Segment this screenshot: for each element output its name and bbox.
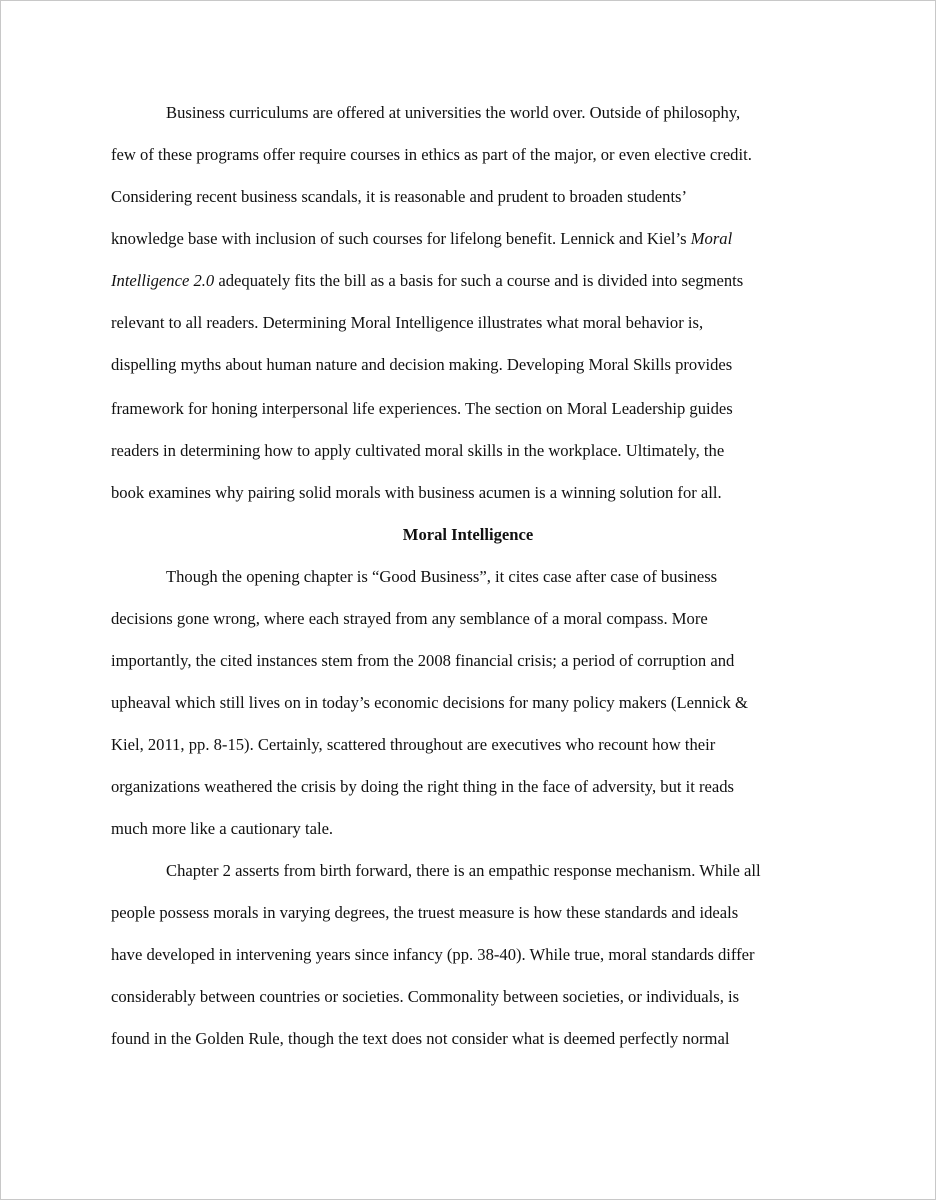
paragraph-3-line-5: found in the Golden Rule, though the text does not consider what is deemed perfectly normal bbox=[111, 1029, 730, 1048]
paragraph-1-line-4-text: knowledge base with inclusion of such courses for lifelong benefit. Lennick and Kiel’s bbox=[111, 229, 691, 248]
paragraph-2-line-4: upheaval which still lives on in today’s economic decisions for many policy makers (Lennick & bbox=[111, 693, 748, 712]
paragraph-1-line-3: Considering recent business scandals, it is reasonable and prudent to broaden students’ bbox=[111, 187, 688, 206]
paragraph-3-line-1: Chapter 2 asserts from birth forward, there is an empathic response mechanism. While all bbox=[166, 861, 761, 880]
paragraph-2-line-2: decisions gone wrong, where each strayed from any semblance of a moral compass. More bbox=[111, 609, 708, 628]
paragraph-2-line-3: importantly, the cited instances stem from the 2008 financial crisis; a period of corruption and bbox=[111, 651, 735, 670]
paragraph-1-line-1: Business curriculums are offered at universities the world over. Outside of philosophy, bbox=[166, 103, 741, 122]
section-heading: Moral Intelligence bbox=[402, 525, 534, 544]
paragraph-1-line-5-text: adequately fits the bill as a basis for such a course and is divided into segments bbox=[214, 271, 744, 290]
paragraph-1-line-8: framework for honing interpersonal life experiences. The section on Moral Leadership guides bbox=[111, 399, 733, 418]
paragraph-3-line-3: have developed in intervening years since infancy (pp. 38-40). While true, moral standards differ bbox=[111, 945, 755, 964]
paragraph-1-line-9: readers in determining how to apply cultivated moral skills in the workplace. Ultimately, the bbox=[111, 441, 725, 460]
paragraph-1-line-2: few of these programs offer require courses in ethics as part of the major, or even elective credit. bbox=[111, 145, 752, 164]
paragraph-1-line-10: book examines why pairing solid morals with business acumen is a winning solution for all. bbox=[111, 483, 722, 502]
paragraph-1-line-5 bbox=[111, 269, 743, 293]
paragraph-2-line-1: Though the opening chapter is “Good Business”, it cites case after case of business bbox=[166, 567, 718, 586]
paragraph-1-line-7: dispelling myths about human nature and decision making. Developing Moral Skills provides bbox=[111, 355, 733, 374]
paragraph-1-line-4 bbox=[111, 227, 732, 251]
paragraph-3-line-4: considerably between countries or societies. Commonality between societies, or individuals, is bbox=[111, 987, 740, 1006]
paragraph-1-line-6: relevant to all readers. Determining Moral Intelligence illustrates what moral behavior is, bbox=[111, 313, 704, 332]
book-title-part-2: Intelligence 2.0 bbox=[111, 271, 215, 290]
paragraph-2-line-6: organizations weathered the crisis by doing the right thing in the face of adversity, but it reads bbox=[111, 777, 735, 796]
paragraph-2-line-7: much more like a cautionary tale. bbox=[111, 819, 334, 838]
paragraph-3-line-2: people possess morals in varying degrees, the truest measure is how these standards and ideals bbox=[111, 903, 739, 922]
paragraph-2-line-5: Kiel, 2011, pp. 8-15). Certainly, scattered throughout are executives who recount how their bbox=[111, 735, 716, 754]
book-title-part-1: Moral bbox=[690, 229, 733, 248]
